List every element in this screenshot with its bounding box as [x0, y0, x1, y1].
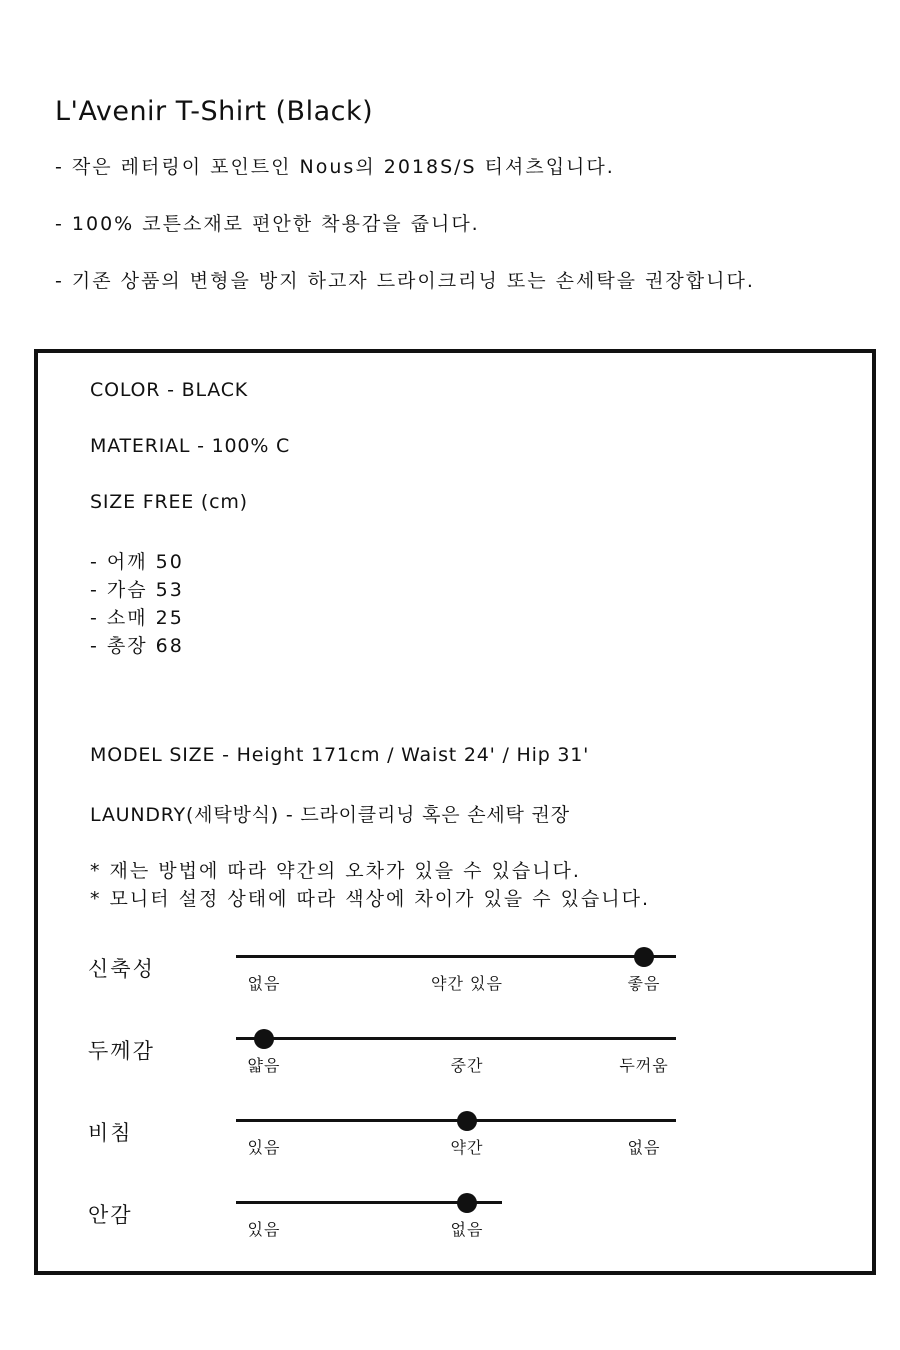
intro-line-3: - 기존 상품의 변형을 방지 하고자 드라이크리닝 또는 손세탁을 권장합니다.	[55, 270, 755, 292]
product-title: L'Avenir T-Shirt (Black)	[55, 96, 374, 127]
rating-option: 없음	[627, 1138, 661, 1157]
rating-option: 없음	[450, 1220, 484, 1239]
note-2: * 모니터 설정 상태에 따라 색상에 차이가 있을 수 있습니다.	[90, 888, 651, 910]
rating-marker	[254, 1029, 274, 1049]
spec-size: SIZE FREE (cm)	[90, 491, 248, 513]
measurement-length: - 총장 68	[90, 635, 184, 657]
spec-material: MATERIAL - 100% C	[90, 435, 291, 457]
rating-marker	[634, 947, 654, 967]
note-1: * 재는 방법에 따라 약간의 오차가 있을 수 있습니다.	[90, 860, 581, 882]
rating-track	[236, 955, 676, 958]
spec-color: COLOR - BLACK	[90, 379, 249, 401]
measurement-chest: - 가슴 53	[90, 579, 184, 601]
rating-option: 두꺼움	[619, 1056, 669, 1075]
rating-track	[236, 1037, 676, 1040]
intro-line-1: - 작은 레터링이 포인트인 Nous의 2018S/S 티셔츠입니다.	[55, 156, 615, 178]
rating-label: 두께감	[88, 1039, 155, 1063]
rating-marker	[457, 1193, 477, 1213]
spec-box	[34, 349, 876, 1275]
rating-marker	[457, 1111, 477, 1131]
rating-label: 신축성	[88, 957, 155, 981]
measurement-shoulder: - 어깨 50	[90, 551, 184, 573]
rating-option: 있음	[247, 1138, 281, 1157]
rating-track	[236, 1119, 676, 1122]
laundry-info: LAUNDRY(세탁방식) - 드라이클리닝 혹은 손세탁 권장	[90, 804, 570, 826]
measurement-sleeve: - 소매 25	[90, 607, 184, 629]
rating-label: 안감	[88, 1203, 133, 1227]
rating-option: 얇음	[247, 1056, 281, 1075]
rating-option: 있음	[247, 1220, 281, 1239]
rating-option: 없음	[247, 974, 281, 993]
rating-option: 중간	[450, 1056, 484, 1075]
rating-label: 비침	[88, 1121, 133, 1145]
rating-option: 약간	[450, 1138, 484, 1157]
rating-option: 좋음	[627, 974, 661, 993]
model-size: MODEL SIZE - Height 171cm / Waist 24' / Hip 31'	[90, 744, 590, 766]
rating-option: 약간 있음	[431, 974, 503, 993]
intro-line-2: - 100% 코튼소재로 편안한 착용감을 줍니다.	[55, 213, 480, 235]
